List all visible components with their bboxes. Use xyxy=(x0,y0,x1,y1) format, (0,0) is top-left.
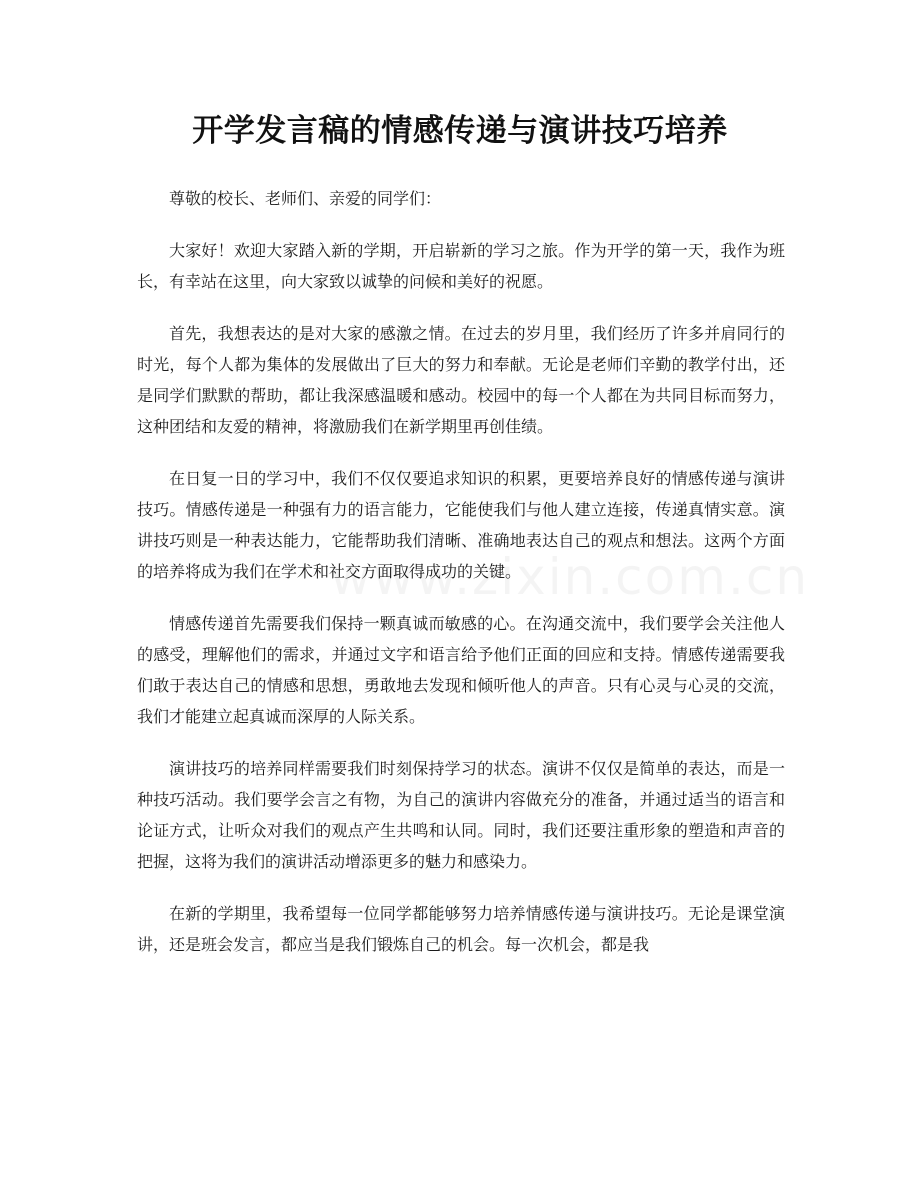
paragraph-emotional-communication: 情感传递首先需要我们保持一颗真诚而敏感的心。在沟通交流中，我们要学会关注他人的感受，理解他们的需求，并通过文字和语言给予他们正面的回应和支持。情感传递需要我们敢于表达自己的情感和思想，勇敢地去发现和倾听他人的声音。只有心灵与心灵的交流，我们才能建立起真诚而深厚的人际关系。 xyxy=(137,614,785,726)
paragraph-greeting: 大家好！欢迎大家踏入新的学期，开启崭新的学习之旅。作为开学的第一天，我作为班长，有幸站在这里，向大家致以诚挚的问候和美好的祝愿。 xyxy=(137,241,785,291)
paragraph-gratitude: 首先，我想表达的是对大家的感激之情。在过去的岁月里，我们经历了许多并肩同行的时光，每个人都为集体的发展做出了巨大的努力和奉献。无论是老师们辛勤的教学付出，还是同学们默默的帮助，都让我深感温暖和感动。校园中的每一个人都在为共同目标而努力，这种团结和友爱的精神，将激励我们在新学期里再创佳绩。 xyxy=(137,324,785,436)
paragraph-salutation: 尊敬的校长、老师们、亲爱的同学们： xyxy=(169,189,442,208)
document-title: 开学发言稿的情感传递与演讲技巧培养 xyxy=(192,113,728,149)
paragraph-new-semester: 在新的学期里，我希望每一位同学都能够努力培养情感传递与演讲技巧。无论是课堂演讲，还是班会发言，都应当是我们锻炼自己的机会。每一次机会，都是我 xyxy=(137,904,785,954)
paragraph-skills-intro: 在日复一日的学习中，我们不仅仅要追求知识的积累，更要培养良好的情感传递与演讲技巧。情感传递是一种强有力的语言能力，它能使我们与他人建立连接，传递真情实意。演讲技巧则是一种表达能力，它能帮助我们清晰、准确地表达自己的观点和想法。这两个方面的培养将成为我们在学术和社交方面取得成功的关键。 xyxy=(137,469,785,581)
paragraph-speech-skills: 演讲技巧的培养同样需要我们时刻保持学习的状态。演讲不仅仅是简单的表达，而是一种技巧活动。我们要学会言之有物，为自己的演讲内容做充分的准备，并通过适当的语言和论证方式，让听众对我们的观点产生共鸣和认同。同时，我们还要注重形象的塑造和声音的把握，这将为我们的演讲活动增添更多的魅力和感染力。 xyxy=(137,759,785,871)
document-body xyxy=(137,183,785,981)
